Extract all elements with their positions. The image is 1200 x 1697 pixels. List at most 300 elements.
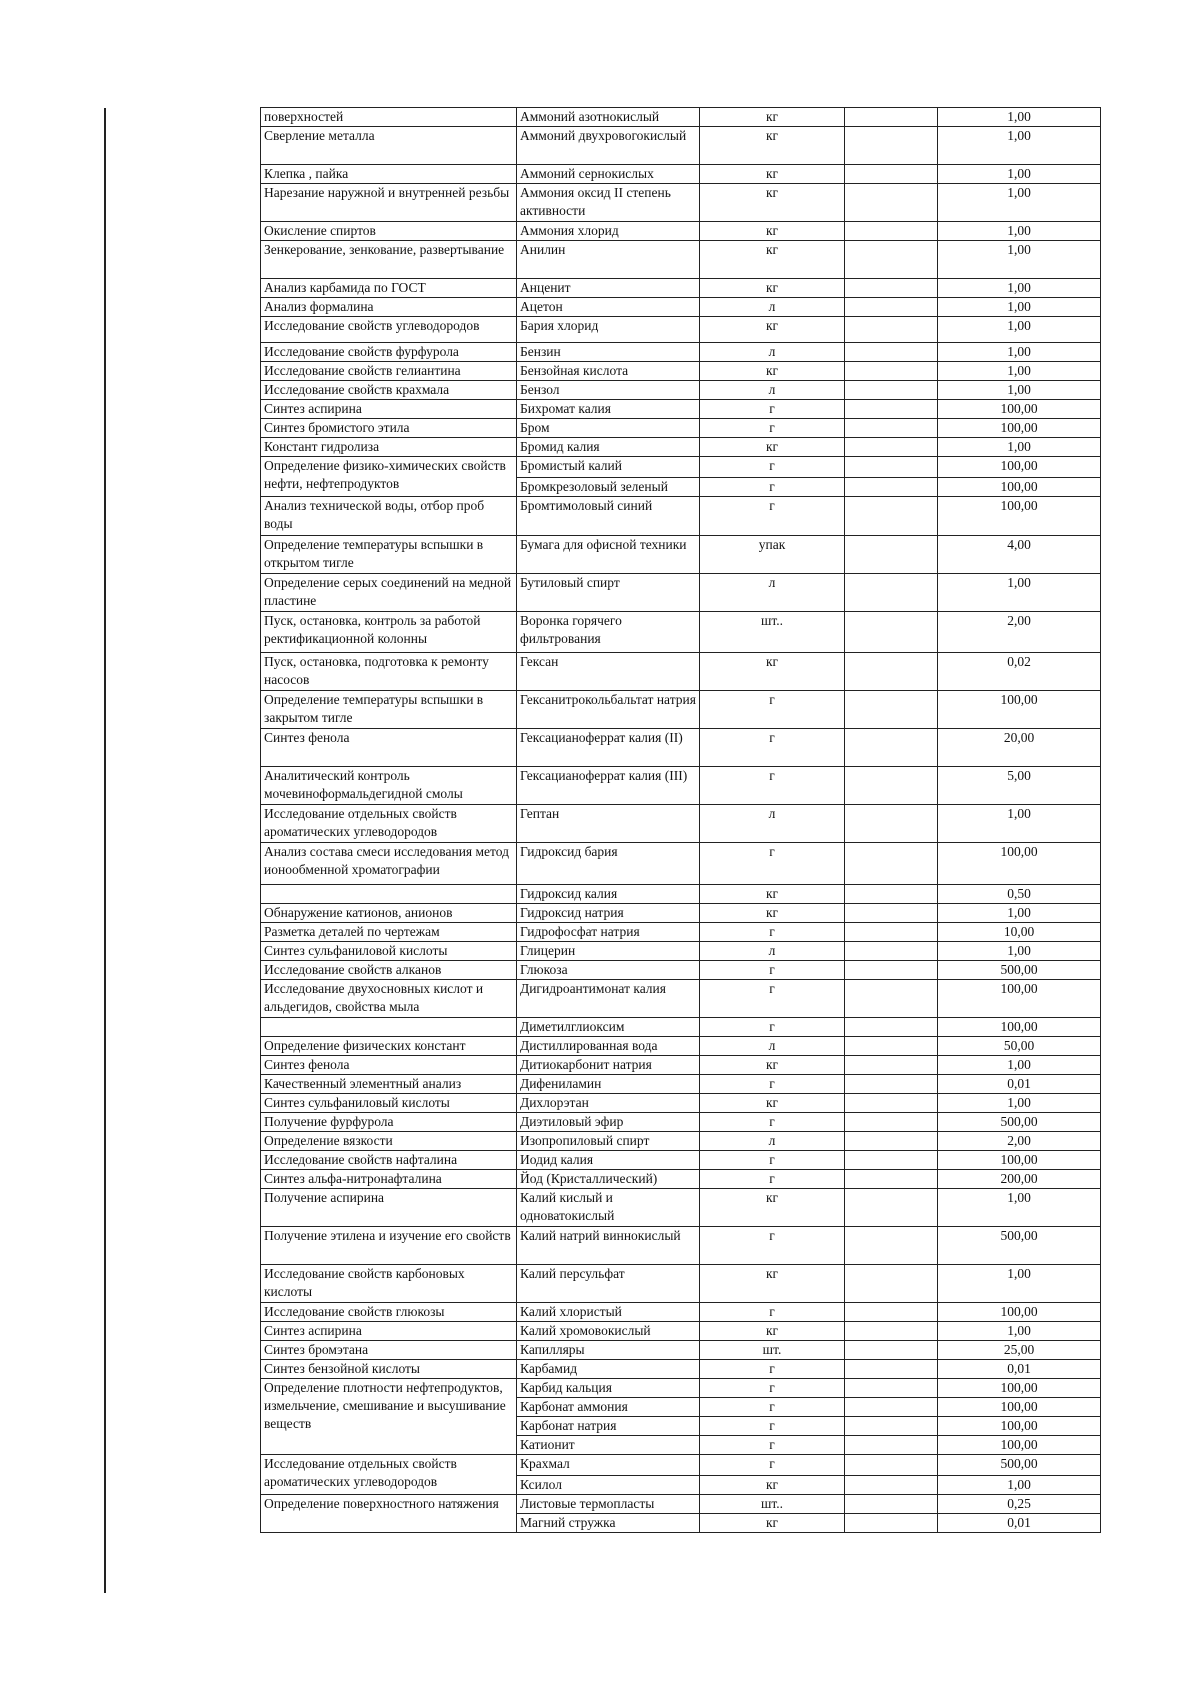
work-cell: Окисление спиртов — [261, 222, 517, 241]
table-row — [261, 980, 1101, 1018]
work-cell: Исследование свойств глюкозы — [261, 1303, 517, 1322]
material-cell: Бензол — [517, 381, 700, 400]
blank-cell — [845, 1056, 938, 1075]
work-cell: Исследование свойств углеводородов — [261, 317, 517, 343]
blank-cell — [845, 165, 938, 184]
blank-cell — [845, 1113, 938, 1132]
unit-cell: кг — [700, 1476, 845, 1495]
material-cell: Калий хромовокислый — [517, 1322, 700, 1341]
work-cell: Исследование отдельных свойств ароматических углеводородов — [261, 805, 517, 843]
quantity-cell: 1,00 — [938, 805, 1101, 843]
blank-cell — [845, 1379, 938, 1398]
blank-cell — [845, 1398, 938, 1417]
quantity-cell: 100,00 — [938, 478, 1101, 497]
material-cell: Карбонат аммония — [517, 1398, 700, 1417]
blank-cell — [845, 1037, 938, 1056]
quantity-cell: 0,01 — [938, 1360, 1101, 1379]
blank-cell — [845, 362, 938, 381]
table-row — [261, 1227, 1101, 1265]
unit-cell: г — [700, 1417, 845, 1436]
table-row — [261, 1056, 1101, 1075]
blank-cell — [845, 1227, 938, 1265]
blank-cell — [845, 767, 938, 805]
quantity-cell: 1,00 — [938, 1094, 1101, 1113]
unit-cell: кг — [700, 165, 845, 184]
blank-cell — [845, 653, 938, 691]
unit-cell: г — [700, 400, 845, 419]
unit-cell: г — [700, 767, 845, 805]
quantity-cell: 100,00 — [938, 400, 1101, 419]
work-cell: Аналитический контроль мочевиноформальдегидной смолы — [261, 767, 517, 805]
unit-cell: кг — [700, 362, 845, 381]
unit-cell: кг — [700, 438, 845, 457]
unit-cell: л — [700, 1132, 845, 1151]
blank-cell — [845, 843, 938, 885]
material-cell: Дихлорэтан — [517, 1094, 700, 1113]
work-cell: Обнаружение катионов, анионов — [261, 904, 517, 923]
material-cell: Анилин — [517, 241, 700, 279]
quantity-cell: 0,01 — [938, 1075, 1101, 1094]
quantity-cell: 500,00 — [938, 1227, 1101, 1265]
table-row — [261, 457, 1101, 478]
table-row — [261, 961, 1101, 980]
material-cell: Дифениламин — [517, 1075, 700, 1094]
quantity-cell: 2,00 — [938, 612, 1101, 653]
blank-cell — [845, 279, 938, 298]
table-row — [261, 419, 1101, 438]
quantity-cell: 200,00 — [938, 1170, 1101, 1189]
quantity-cell: 20,00 — [938, 729, 1101, 767]
work-cell: Сверление металла — [261, 127, 517, 165]
work-cell: Синтез бромистого этила — [261, 419, 517, 438]
unit-cell: г — [700, 457, 845, 478]
quantity-cell: 100,00 — [938, 457, 1101, 478]
unit-cell: г — [700, 729, 845, 767]
material-cell: Гидроксид бария — [517, 843, 700, 885]
material-cell: Дигидроантимонат калия — [517, 980, 700, 1018]
table-row — [261, 904, 1101, 923]
table-row — [261, 1075, 1101, 1094]
work-cell: Определение плотности нефтепродуктов, измельчение, смешивание и высушивание веществ — [261, 1379, 517, 1455]
quantity-cell: 0,50 — [938, 885, 1101, 904]
material-cell: Гексацианоферрат калия (II) — [517, 729, 700, 767]
blank-cell — [845, 1455, 938, 1476]
blank-cell — [845, 1189, 938, 1227]
blank-cell — [845, 536, 938, 574]
quantity-cell: 1,00 — [938, 241, 1101, 279]
blank-cell — [845, 1303, 938, 1322]
material-cell: Гексан — [517, 653, 700, 691]
materials-table — [260, 107, 1101, 1533]
blank-cell — [845, 381, 938, 400]
material-cell: Диэтиловый эфир — [517, 1113, 700, 1132]
blank-cell — [845, 184, 938, 222]
blank-cell — [845, 1132, 938, 1151]
work-cell: Синтез сульфаниловой кислоты — [261, 942, 517, 961]
quantity-cell: 1,00 — [938, 1265, 1101, 1303]
material-cell: Гидроксид калия — [517, 885, 700, 904]
table-row — [261, 497, 1101, 536]
table-row — [261, 438, 1101, 457]
table-row — [261, 1170, 1101, 1189]
blank-cell — [845, 108, 938, 127]
work-cell: Пуск, остановка, контроль за работой ректификационной колонны — [261, 612, 517, 653]
quantity-cell: 0,02 — [938, 653, 1101, 691]
table-row — [261, 381, 1101, 400]
material-cell: Диметилглиоксим — [517, 1018, 700, 1037]
unit-cell: шт.. — [700, 1495, 845, 1514]
unit-cell: кг — [700, 1056, 845, 1075]
blank-cell — [845, 400, 938, 419]
material-cell: Аммония хлорид — [517, 222, 700, 241]
table-row — [261, 1360, 1101, 1379]
quantity-cell: 500,00 — [938, 1113, 1101, 1132]
quantity-cell: 1,00 — [938, 574, 1101, 612]
table-row — [261, 1094, 1101, 1113]
work-cell: Синтез фенола — [261, 729, 517, 767]
unit-cell: г — [700, 1170, 845, 1189]
material-cell: Изопропиловый спирт — [517, 1132, 700, 1151]
material-cell: Аммоний азотнокислый — [517, 108, 700, 127]
unit-cell: г — [700, 419, 845, 438]
work-cell: Анализ технической воды, отбор проб воды — [261, 497, 517, 536]
unit-cell: г — [700, 1018, 845, 1037]
unit-cell: кг — [700, 904, 845, 923]
table-row — [261, 1322, 1101, 1341]
unit-cell: л — [700, 343, 845, 362]
quantity-cell: 100,00 — [938, 1436, 1101, 1455]
quantity-cell: 1,00 — [938, 1189, 1101, 1227]
material-cell: Бумага для офисной техники — [517, 536, 700, 574]
table-row — [261, 1341, 1101, 1360]
quantity-cell: 100,00 — [938, 497, 1101, 536]
blank-cell — [845, 1514, 938, 1533]
quantity-cell: 1,00 — [938, 108, 1101, 127]
unit-cell: кг — [700, 241, 845, 279]
quantity-cell: 1,00 — [938, 222, 1101, 241]
work-cell: Определение температуры вспышки в закрытом тигле — [261, 691, 517, 729]
table-row — [261, 1265, 1101, 1303]
quantity-cell: 100,00 — [938, 1151, 1101, 1170]
quantity-cell: 1,00 — [938, 279, 1101, 298]
blank-cell — [845, 1360, 938, 1379]
material-cell: Воронка горячего фильтрования — [517, 612, 700, 653]
work-cell: Исследование свойств гелиантина — [261, 362, 517, 381]
table-row — [261, 1189, 1101, 1227]
quantity-cell: 4,00 — [938, 536, 1101, 574]
materials-table-body — [261, 108, 1101, 1533]
material-cell: Гексанитрокольбальтат натрия — [517, 691, 700, 729]
work-cell: Определение поверхностного натяжения — [261, 1495, 517, 1533]
unit-cell: г — [700, 1379, 845, 1398]
quantity-cell: 100,00 — [938, 1379, 1101, 1398]
unit-cell: л — [700, 942, 845, 961]
unit-cell: г — [700, 1113, 845, 1132]
quantity-cell: 1,00 — [938, 904, 1101, 923]
unit-cell: г — [700, 1436, 845, 1455]
work-cell: Получение фурфурола — [261, 1113, 517, 1132]
unit-cell: кг — [700, 653, 845, 691]
blank-cell — [845, 1151, 938, 1170]
work-cell: Исследование двухосновных кислот и альдегидов, свойства мыла — [261, 980, 517, 1018]
table-row — [261, 298, 1101, 317]
blank-cell — [845, 942, 938, 961]
unit-cell: кг — [700, 1189, 845, 1227]
work-cell: Исследование свойств карбоновых кислоты — [261, 1265, 517, 1303]
work-cell: поверхностей — [261, 108, 517, 127]
blank-cell — [845, 1417, 938, 1436]
quantity-cell: 1,00 — [938, 362, 1101, 381]
quantity-cell: 1,00 — [938, 381, 1101, 400]
work-cell: Получение этилена и изучение его свойств — [261, 1227, 517, 1265]
unit-cell: г — [700, 1227, 845, 1265]
table-row — [261, 1455, 1101, 1476]
table-row — [261, 165, 1101, 184]
unit-cell: л — [700, 298, 845, 317]
table-row — [261, 805, 1101, 843]
work-cell: Синтез бензойной кислоты — [261, 1360, 517, 1379]
work-cell: Синтез альфа-нитронафталина — [261, 1170, 517, 1189]
blank-cell — [845, 1341, 938, 1360]
material-cell: Бария хлорид — [517, 317, 700, 343]
material-cell: Калий натрий виннокислый — [517, 1227, 700, 1265]
quantity-cell: 1,00 — [938, 317, 1101, 343]
table-row — [261, 127, 1101, 165]
quantity-cell: 1,00 — [938, 942, 1101, 961]
quantity-cell: 1,00 — [938, 127, 1101, 165]
work-cell: Синтез фенола — [261, 1056, 517, 1075]
blank-cell — [845, 438, 938, 457]
quantity-cell: 1,00 — [938, 1322, 1101, 1341]
blank-cell — [845, 497, 938, 536]
quantity-cell: 500,00 — [938, 961, 1101, 980]
unit-cell: кг — [700, 1265, 845, 1303]
blank-cell — [845, 1018, 938, 1037]
material-cell: Ацетон — [517, 298, 700, 317]
unit-cell: кг — [700, 885, 845, 904]
unit-cell: л — [700, 1037, 845, 1056]
blank-cell — [845, 457, 938, 478]
blank-cell — [845, 1476, 938, 1495]
blank-cell — [845, 1170, 938, 1189]
table-row — [261, 942, 1101, 961]
material-cell: Калий хлористый — [517, 1303, 700, 1322]
quantity-cell: 50,00 — [938, 1037, 1101, 1056]
material-cell: Бензойная кислота — [517, 362, 700, 381]
blank-cell — [845, 1436, 938, 1455]
material-cell: Бутиловый спирт — [517, 574, 700, 612]
material-cell: Аммоний двухровогокислый — [517, 127, 700, 165]
work-cell — [261, 1018, 517, 1037]
blank-cell — [845, 1094, 938, 1113]
material-cell: Калий кислый и одноватокислый — [517, 1189, 700, 1227]
unit-cell: г — [700, 1398, 845, 1417]
table-row — [261, 536, 1101, 574]
work-cell: Синтез аспирина — [261, 400, 517, 419]
work-cell: Анализ карбамида по ГОСТ — [261, 279, 517, 298]
quantity-cell: 25,00 — [938, 1341, 1101, 1360]
material-cell: Магний стружка — [517, 1514, 700, 1533]
material-cell: Бензин — [517, 343, 700, 362]
material-cell: Иодид калия — [517, 1151, 700, 1170]
table-row — [261, 1303, 1101, 1322]
quantity-cell: 1,00 — [938, 184, 1101, 222]
blank-cell — [845, 298, 938, 317]
unit-cell: кг — [700, 1514, 845, 1533]
material-cell: Гексацианоферрат калия (III) — [517, 767, 700, 805]
table-row — [261, 1495, 1101, 1514]
unit-cell: г — [700, 980, 845, 1018]
quantity-cell: 100,00 — [938, 1018, 1101, 1037]
unit-cell: кг — [700, 184, 845, 222]
quantity-cell: 5,00 — [938, 767, 1101, 805]
blank-cell — [845, 805, 938, 843]
unit-cell: л — [700, 381, 845, 400]
material-cell: Дистиллированная вода — [517, 1037, 700, 1056]
work-cell: Синтез аспирина — [261, 1322, 517, 1341]
unit-cell: шт.. — [700, 612, 845, 653]
blank-cell — [845, 729, 938, 767]
blank-cell — [845, 612, 938, 653]
blank-cell — [845, 343, 938, 362]
work-cell: Клепка , пайка — [261, 165, 517, 184]
table-row — [261, 317, 1101, 343]
table-row — [261, 767, 1101, 805]
unit-cell: кг — [700, 279, 845, 298]
table-row — [261, 222, 1101, 241]
table-row — [261, 343, 1101, 362]
quantity-cell: 1,00 — [938, 298, 1101, 317]
blank-cell — [845, 691, 938, 729]
quantity-cell: 500,00 — [938, 1455, 1101, 1476]
work-cell: Синтез сульфаниловый кислоты — [261, 1094, 517, 1113]
blank-cell — [845, 222, 938, 241]
unit-cell: г — [700, 1151, 845, 1170]
quantity-cell: 1,00 — [938, 165, 1101, 184]
table-row — [261, 923, 1101, 942]
quantity-cell: 100,00 — [938, 1417, 1101, 1436]
unit-cell: кг — [700, 1094, 845, 1113]
table-row — [261, 184, 1101, 222]
table-row — [261, 691, 1101, 729]
blank-cell — [845, 1495, 938, 1514]
work-cell: Исследование отдельных свойств ароматических углеводородов — [261, 1455, 517, 1495]
material-cell: Листовые термопласты — [517, 1495, 700, 1514]
work-cell: Исследование свойств нафталина — [261, 1151, 517, 1170]
binding-margin-line — [104, 108, 106, 1593]
material-cell: Глицерин — [517, 942, 700, 961]
blank-cell — [845, 1322, 938, 1341]
unit-cell: кг — [700, 222, 845, 241]
material-cell: Глюкоза — [517, 961, 700, 980]
blank-cell — [845, 317, 938, 343]
work-cell: Исследование свойств крахмала — [261, 381, 517, 400]
table-row — [261, 1379, 1101, 1398]
material-cell: Бромтимоловый синий — [517, 497, 700, 536]
material-cell: Карбонат натрия — [517, 1417, 700, 1436]
unit-cell: г — [700, 691, 845, 729]
table-row — [261, 1151, 1101, 1170]
blank-cell — [845, 127, 938, 165]
material-cell: Карбамид — [517, 1360, 700, 1379]
material-cell: Бром — [517, 419, 700, 438]
material-cell: Бихромат калия — [517, 400, 700, 419]
table-row — [261, 1018, 1101, 1037]
table-row — [261, 729, 1101, 767]
work-cell: Определение серых соединений на медной пластине — [261, 574, 517, 612]
quantity-cell: 1,00 — [938, 1056, 1101, 1075]
material-cell: Карбид кальция — [517, 1379, 700, 1398]
table-row — [261, 241, 1101, 279]
work-cell: Исследование свойств фурфурола — [261, 343, 517, 362]
blank-cell — [845, 980, 938, 1018]
unit-cell: г — [700, 497, 845, 536]
table-row — [261, 653, 1101, 691]
blank-cell — [845, 904, 938, 923]
work-cell: Определение физических констант — [261, 1037, 517, 1056]
material-cell: Крахмал — [517, 1455, 700, 1476]
material-cell: Калий персульфат — [517, 1265, 700, 1303]
material-cell: Гептан — [517, 805, 700, 843]
table-row — [261, 843, 1101, 885]
material-cell: Аммония оксид II степень активности — [517, 184, 700, 222]
work-cell: Получение аспирина — [261, 1189, 517, 1227]
blank-cell — [845, 885, 938, 904]
quantity-cell: 100,00 — [938, 691, 1101, 729]
blank-cell — [845, 241, 938, 279]
work-cell: Исследование свойств алканов — [261, 961, 517, 980]
quantity-cell: 10,00 — [938, 923, 1101, 942]
quantity-cell: 100,00 — [938, 980, 1101, 1018]
unit-cell: кг — [700, 108, 845, 127]
material-cell: Катионит — [517, 1436, 700, 1455]
unit-cell: г — [700, 961, 845, 980]
table-row — [261, 108, 1101, 127]
quantity-cell: 0,01 — [938, 1514, 1101, 1533]
work-cell: Определение температуры вспышки в открытом тигле — [261, 536, 517, 574]
quantity-cell: 1,00 — [938, 438, 1101, 457]
table-row — [261, 362, 1101, 381]
table-row — [261, 1132, 1101, 1151]
unit-cell: г — [700, 923, 845, 942]
quantity-cell: 1,00 — [938, 343, 1101, 362]
quantity-cell: 100,00 — [938, 419, 1101, 438]
work-cell: Констант гидролиза — [261, 438, 517, 457]
material-cell: Йод (Кристаллический) — [517, 1170, 700, 1189]
material-cell: Бромистый калий — [517, 457, 700, 478]
blank-cell — [845, 478, 938, 497]
quantity-cell: 100,00 — [938, 1303, 1101, 1322]
work-cell: Разметка деталей по чертежам — [261, 923, 517, 942]
quantity-cell: 1,00 — [938, 1476, 1101, 1495]
table-row — [261, 885, 1101, 904]
material-cell: Гидрофосфат натрия — [517, 923, 700, 942]
unit-cell: кг — [700, 1322, 845, 1341]
work-cell: Определение вязкости — [261, 1132, 517, 1151]
unit-cell: г — [700, 1303, 845, 1322]
work-cell: Определение физико-химических свойств нефти, нефтепродуктов — [261, 457, 517, 497]
material-cell: Капилляры — [517, 1341, 700, 1360]
quantity-cell: 100,00 — [938, 1398, 1101, 1417]
unit-cell: г — [700, 478, 845, 497]
table-row — [261, 1037, 1101, 1056]
unit-cell: г — [700, 1075, 845, 1094]
unit-cell: л — [700, 805, 845, 843]
work-cell: Анализ формалина — [261, 298, 517, 317]
work-cell: Зенкерование, зенкование, развертывание — [261, 241, 517, 279]
unit-cell: г — [700, 843, 845, 885]
quantity-cell: 100,00 — [938, 843, 1101, 885]
